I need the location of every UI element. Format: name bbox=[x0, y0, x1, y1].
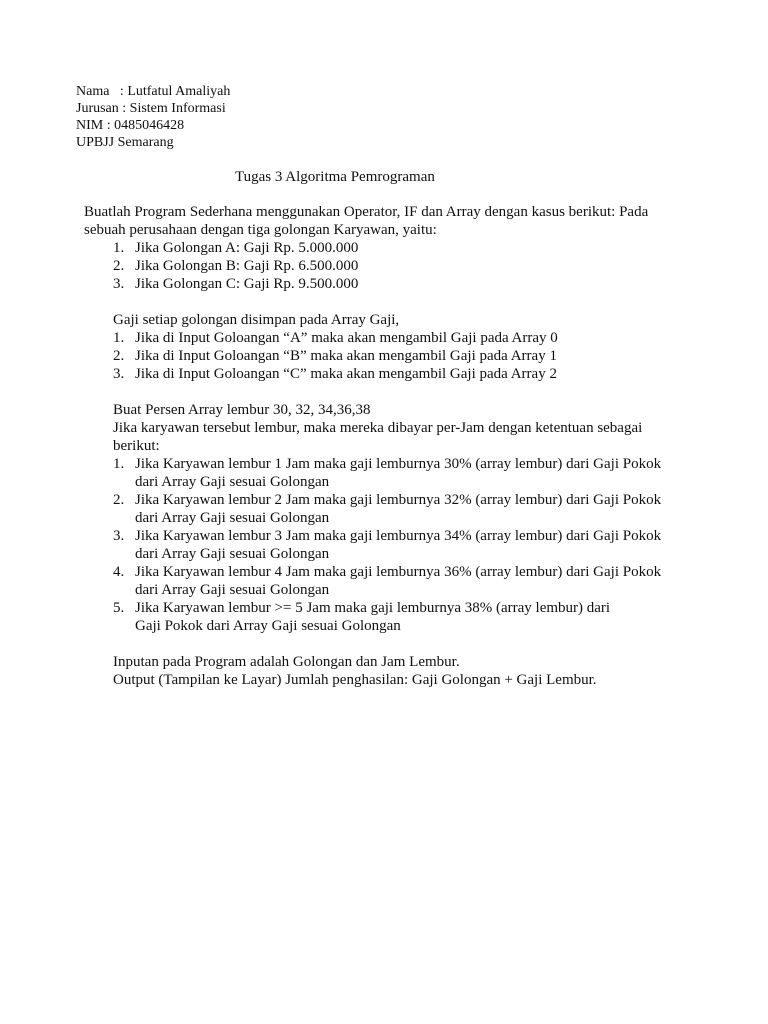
document-body bbox=[84, 203, 684, 689]
list-text: Jika Karyawan lembur 2 Jam maka gaji lemburnya 32% (array lembur) dari Gaji Pokok bbox=[135, 492, 662, 508]
list-item bbox=[84, 365, 684, 383]
list-number: 1. bbox=[113, 330, 125, 346]
input-description: Inputan pada Program adalah Golongan dan Jam Lembur. bbox=[113, 654, 460, 670]
list-number: 2. bbox=[113, 348, 125, 364]
intro-line-1: Buatlah Program Sederhana menggunakan Operator, IF dan Array dengan kasus berikut: Pada bbox=[84, 204, 649, 220]
list-item bbox=[84, 239, 684, 257]
list-number: 1. bbox=[113, 456, 125, 472]
list-number: 5. bbox=[113, 600, 125, 616]
list-text-continued: dari Array Gaji sesuai Golongan bbox=[135, 510, 330, 526]
student-nim: NIM : 0485046428 bbox=[76, 118, 185, 133]
list-text: Jika Karyawan lembur 1 Jam maka gaji lemburnya 30% (array lembur) dari Gaji Pokok bbox=[135, 456, 662, 472]
list-text: Jika Karyawan lembur 4 Jam maka gaji lemburnya 36% (array lembur) dari Gaji Pokok bbox=[135, 564, 662, 580]
array-gaji-list bbox=[84, 329, 684, 383]
list-number: 3. bbox=[113, 366, 125, 382]
list-number: 2. bbox=[113, 492, 125, 508]
list-text: Jika Golongan C: Gaji Rp. 9.500.000 bbox=[135, 276, 359, 292]
list-text-continued: dari Array Gaji sesuai Golongan bbox=[135, 582, 330, 598]
list-item bbox=[84, 599, 684, 635]
list-item bbox=[84, 491, 684, 527]
output-description: Output (Tampilan ke Layar) Jumlah penghasilan: Gaji Golongan + Gaji Lembur. bbox=[113, 672, 597, 688]
list-text: Jika Golongan B: Gaji Rp. 6.500.000 bbox=[135, 258, 359, 274]
list-item bbox=[84, 329, 684, 347]
list-item bbox=[84, 275, 684, 293]
intro-line-2: sebuah perusahaan dengan tiga golongan Karyawan, yaitu: bbox=[84, 222, 437, 238]
list-text: Jika Karyawan lembur 3 Jam maka gaji lemburnya 34% (array lembur) dari Gaji Pokok bbox=[135, 528, 662, 544]
list-item bbox=[84, 257, 684, 275]
list-item bbox=[84, 455, 684, 491]
list-text-continued: Gaji Pokok dari Array Gaji sesuai Golongan bbox=[135, 618, 401, 634]
student-major: Jurusan : Sistem Informasi bbox=[76, 101, 226, 116]
student-name: Nama : Lutfatul Amaliyah bbox=[76, 84, 231, 99]
lembur-desc-line-1: Jika karyawan tersebut lembur, maka mereka dibayar per-Jam dengan ketentuan sebagai bbox=[113, 420, 643, 436]
student-upbjj: UPBJJ Semarang bbox=[76, 135, 174, 150]
list-item bbox=[84, 527, 684, 563]
list-text: Jika di Input Goloangan “B” maka akan mengambil Gaji pada Array 1 bbox=[135, 348, 557, 364]
list-text: Jika di Input Goloangan “A” maka akan mengambil Gaji pada Array 0 bbox=[135, 330, 558, 346]
list-number: 3. bbox=[113, 276, 125, 292]
lembur-desc-line-2: berikut: bbox=[113, 438, 160, 454]
golongan-list bbox=[84, 239, 684, 293]
list-text: Jika di Input Goloangan “C” maka akan mengambil Gaji pada Array 2 bbox=[135, 366, 557, 382]
list-number: 4. bbox=[113, 564, 125, 580]
list-text-continued: dari Array Gaji sesuai Golongan bbox=[135, 546, 330, 562]
list-number: 3. bbox=[113, 528, 125, 544]
lembur-list bbox=[84, 455, 684, 635]
array-gaji-heading: Gaji setiap golongan disimpan pada Array Gaji, bbox=[113, 312, 400, 328]
lembur-heading: Buat Persen Array lembur 30, 32, 34,36,38 bbox=[113, 402, 371, 418]
list-item bbox=[84, 563, 684, 599]
list-item bbox=[84, 347, 684, 365]
list-number: 2. bbox=[113, 258, 125, 274]
student-info bbox=[76, 83, 230, 151]
document-title: Tugas 3 Algoritma Pemrograman bbox=[235, 169, 435, 185]
list-number: 1. bbox=[113, 240, 125, 256]
list-text-continued: dari Array Gaji sesuai Golongan bbox=[135, 474, 330, 490]
list-text: Jika Karyawan lembur >= 5 Jam maka gaji lemburnya 38% (array lembur) dari bbox=[135, 600, 611, 616]
list-text: Jika Golongan A: Gaji Rp. 5.000.000 bbox=[135, 240, 359, 256]
